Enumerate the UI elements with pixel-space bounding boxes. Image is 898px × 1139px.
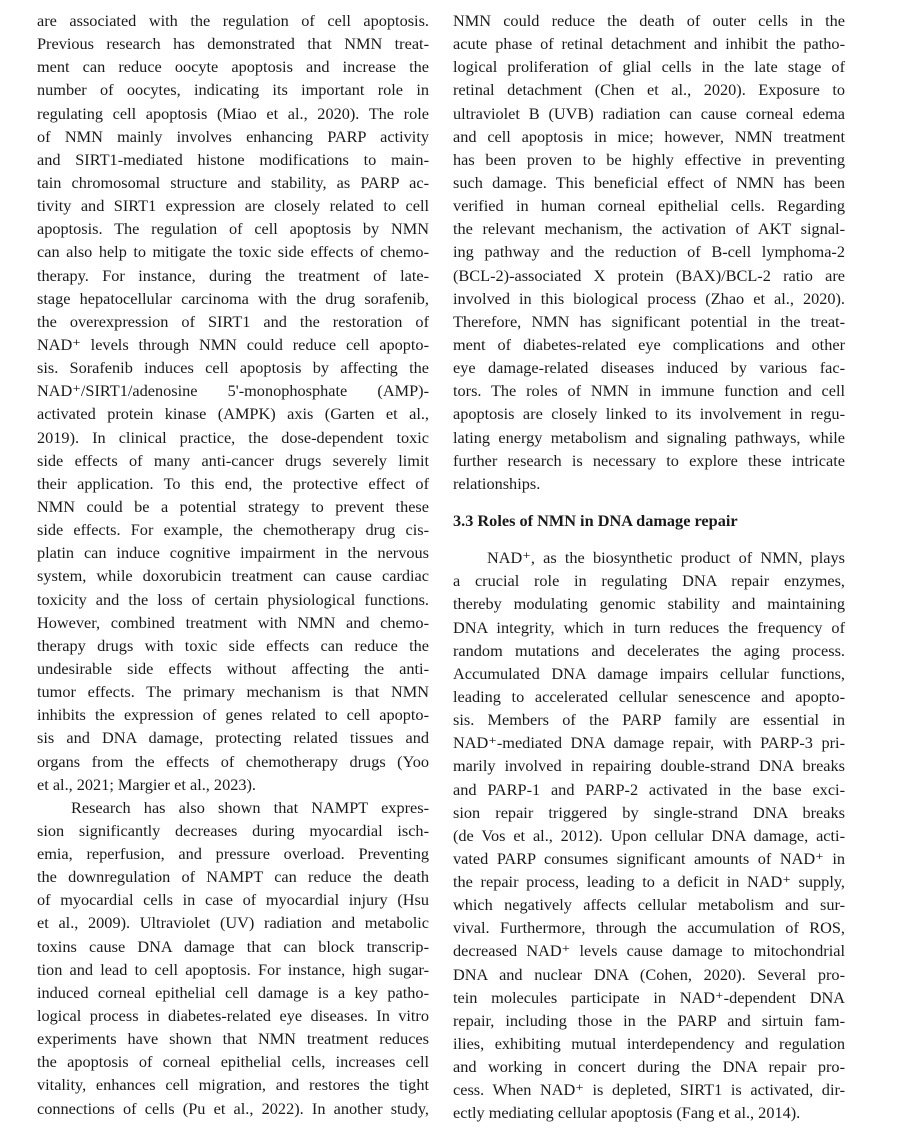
text-line: Previous research has demonstrated that NMN treat-	[37, 34, 429, 54]
text-line: NAD⁺-mediated DNA damage repair, with PARP-3 pri-	[453, 733, 845, 753]
text-line: NMN could reduce the death of outer cells in the	[453, 11, 845, 30]
text-line: DNA and nuclear DNA (Cohen, 2020). Several pro-	[453, 964, 845, 984]
text-line: further research is necessary to explore these intricate	[453, 450, 845, 470]
text-line: inhibits the expression of genes related to cell apopto-	[37, 705, 429, 725]
text-line: DNA integrity, which in turn reduces the frequency of	[453, 617, 845, 637]
text-line: sion repair triggered by single-strand DNA breaks	[453, 802, 845, 822]
text-line: sis. Members of the PARP family are essential in	[453, 710, 845, 730]
text-line: repair, including those in the PARP and sirtuin fam-	[453, 1010, 845, 1030]
text-line: cess. When NAD⁺ is depleted, SIRT1 is activated, dir-	[453, 1080, 845, 1100]
text-line: of myocardial cells in case of myocardial injury (Hsu	[37, 890, 429, 910]
text-line: tion and lead to cell apoptosis. For instance, high sugar-	[37, 959, 429, 979]
text-line: vated PARP consumes significant amounts of NAD⁺ in	[453, 848, 845, 868]
text-line: the apoptosis of corneal epithelial cells, increases cell	[37, 1052, 429, 1072]
text-line: the overexpression of SIRT1 and the restoration of	[37, 311, 429, 331]
text-line: which negatively affects cellular metabolism and sur-	[453, 895, 845, 915]
text-line: apoptosis. The regulation of cell apoptosis by NMN	[37, 219, 429, 239]
text-line: relationships.	[453, 473, 541, 493]
text-line: such damage. This beneficial effect of NMN has been	[453, 172, 845, 192]
text-line: therapy drugs with toxic side effects can reduce the	[37, 635, 429, 655]
text-line: lating energy metabolism and signaling pathways, while	[453, 427, 845, 447]
text-line: vitality, enhances cell migration, and restores the tight	[37, 1075, 429, 1095]
text-line: undesirable side effects without affecting the anti-	[37, 658, 429, 678]
text-line: stage hepatocellular carcinoma with the drug sorafenib,	[37, 288, 429, 308]
text-line: retinal detachment (Chen et al., 2020). Exposure to	[453, 80, 845, 100]
text-line: et al., 2009). Ultraviolet (UV) radiation and metabolic	[37, 913, 429, 933]
right-column-top-paragraph	[453, 9, 845, 495]
text-line: thereby modulating genomic stability and maintaining	[453, 594, 845, 614]
text-line: Therefore, NMN has significant potential in the treat-	[453, 311, 845, 331]
text-line: has been proven to be highly effective in preventing	[453, 149, 845, 169]
text-line: therapy. For instance, during the treatment of late-	[37, 265, 429, 285]
text-line: tors. The roles of NMN in immune function and cell	[453, 381, 845, 401]
text-line: NAD⁺, as the biosynthetic product of NMN, plays	[487, 548, 845, 568]
text-line: emia, reperfusion, and pressure overload. Preventing	[37, 844, 429, 864]
left-column	[37, 9, 429, 1120]
text-line: sion significantly decreases during myocardial isch-	[37, 820, 429, 840]
text-line: logical process in diabetes-related eye diseases. In vitro	[37, 1006, 429, 1026]
text-line: ment can reduce oocyte apoptosis and increase the	[37, 57, 429, 77]
text-line: random mutations and decelerates the aging process.	[453, 640, 845, 660]
section-gap	[453, 495, 845, 509]
right-column-bottom-paragraph	[453, 546, 845, 1125]
text-line: the relevant mechanism, the activation of AKT signal-	[453, 219, 845, 239]
text-line: logical proliferation of glial cells in the late stage of	[453, 57, 845, 77]
text-line: eye damage-related diseases induced by various fac-	[453, 358, 845, 378]
text-line: tivity and SIRT1 expression are closely related to cell	[37, 196, 429, 216]
text-line: side effects. For example, the chemotherapy drug cis-	[37, 520, 429, 540]
text-line: induced corneal epithelial cell damage is a key patho-	[37, 982, 429, 1002]
text-line: and cell apoptosis in mice; however, NMN treatment	[453, 126, 845, 146]
text-line: leading to accelerated cellular senescence and apopto-	[453, 686, 845, 706]
right-column	[453, 9, 845, 1125]
text-line: of NMN mainly involves enhancing PARP activity	[37, 126, 429, 146]
text-line: Accumulated DNA damage impairs cellular functions,	[453, 663, 845, 683]
text-line: their application. To this end, the protective effect of	[37, 473, 429, 493]
text-line: ment of diabetes-related eye complications and other	[453, 334, 845, 354]
text-line: ilies, exhibiting mutual interdependency and regulation	[453, 1034, 845, 1054]
text-line: the repair process, leading to a deficit in NAD⁺ supply,	[453, 872, 845, 892]
text-line: a crucial role in regulating DNA repair enzymes,	[453, 571, 845, 591]
text-line: toxicity and the loss of certain physiological functions.	[37, 589, 429, 609]
text-line: However, combined treatment with NMN and chemo-	[37, 612, 429, 632]
text-line: are associated with the regulation of cell apoptosis.	[37, 11, 429, 30]
text-line: and working in concert during the DNA repair pro-	[453, 1057, 845, 1077]
text-line: the downregulation of NAMPT can reduce the death	[37, 867, 429, 887]
text-line: regulating cell apoptosis (Miao et al., 2020). The role	[37, 103, 429, 123]
text-line: platin can induce cognitive impairment in the nervous	[37, 543, 429, 563]
text-line: tein molecules participate in NAD⁺-dependent DNA	[453, 987, 845, 1007]
text-line: verified in human corneal epithelial cells. Regarding	[453, 196, 845, 216]
text-line: decreased NAD⁺ levels cause damage to mitochondrial	[453, 941, 845, 961]
text-line: (BCL-2)-associated X protein (BAX)/BCL-2 ratio are	[453, 265, 845, 285]
text-line: side effects of many anti-cancer drugs severely limit	[37, 450, 429, 470]
section-heading: 3.3 Roles of NMN in DNA damage repair	[453, 510, 738, 530]
text-line: acute phase of retinal detachment and inhibit the patho-	[453, 34, 845, 54]
text-line: connections of cells (Pu et al., 2022). In another study,	[37, 1098, 429, 1118]
text-line: vival. Furthermore, through the accumulation of ROS,	[453, 918, 845, 938]
text-line: tumor effects. The primary mechanism is that NMN	[37, 682, 429, 702]
text-line: 2019). In clinical practice, the dose-dependent toxic	[37, 427, 429, 447]
text-line: number of oocytes, indicating its important role in	[37, 80, 429, 100]
text-line: organs from the effects of chemotherapy drugs (Yoo	[37, 751, 429, 771]
text-line: NAD⁺/SIRT1/adenosine 5'-monophosphate (AMP)-	[37, 381, 429, 401]
text-line: NMN could be a potential strategy to prevent these	[37, 496, 429, 516]
text-line: system, while doxorubicin treatment can cause cardiac	[37, 566, 429, 586]
text-line: involved in this biological process (Zhao et al., 2020).	[453, 288, 845, 308]
text-line: experiments have shown that NMN treatment reduces	[37, 1029, 429, 1049]
text-line: sis. Sorafenib induces cell apoptosis by affecting the	[37, 358, 429, 378]
text-line: et al., 2021; Margier et al., 2023).	[37, 774, 256, 794]
text-line: marily involved in repairing double-strand DNA breaks	[453, 756, 845, 776]
text-line: Research has also shown that NAMPT expres-	[71, 797, 429, 817]
text-line: tain chromosomal structure and stability, as PARP ac-	[37, 172, 429, 192]
text-line: and PARP-1 and PARP-2 activated in the base exci-	[453, 779, 845, 799]
text-line: sis and DNA damage, protecting related tissues and	[37, 728, 429, 748]
text-line: toxins cause DNA damage that can block transcrip-	[37, 936, 429, 956]
text-line: and SIRT1-mediated histone modifications to main-	[37, 149, 429, 169]
text-line: ectly mediating cellular apoptosis (Fang et al., 2014).	[453, 1103, 801, 1123]
text-line: ing pathway and the reduction of B-cell lymphoma-2	[453, 242, 845, 262]
text-line: NAD⁺ levels through NMN could reduce cell apopto-	[37, 334, 429, 354]
text-line: activated protein kinase (AMPK) axis (Garten et al.,	[37, 404, 429, 424]
text-line: can also help to mitigate the toxic side effects of chemo-	[37, 242, 429, 262]
text-line: ultraviolet B (UVB) radiation can cause corneal edema	[453, 103, 845, 123]
text-line: (de Vos et al., 2012). Upon cellular DNA damage, acti-	[453, 825, 845, 845]
text-line: apoptosis are closely linked to its involvement in regu-	[453, 404, 845, 424]
